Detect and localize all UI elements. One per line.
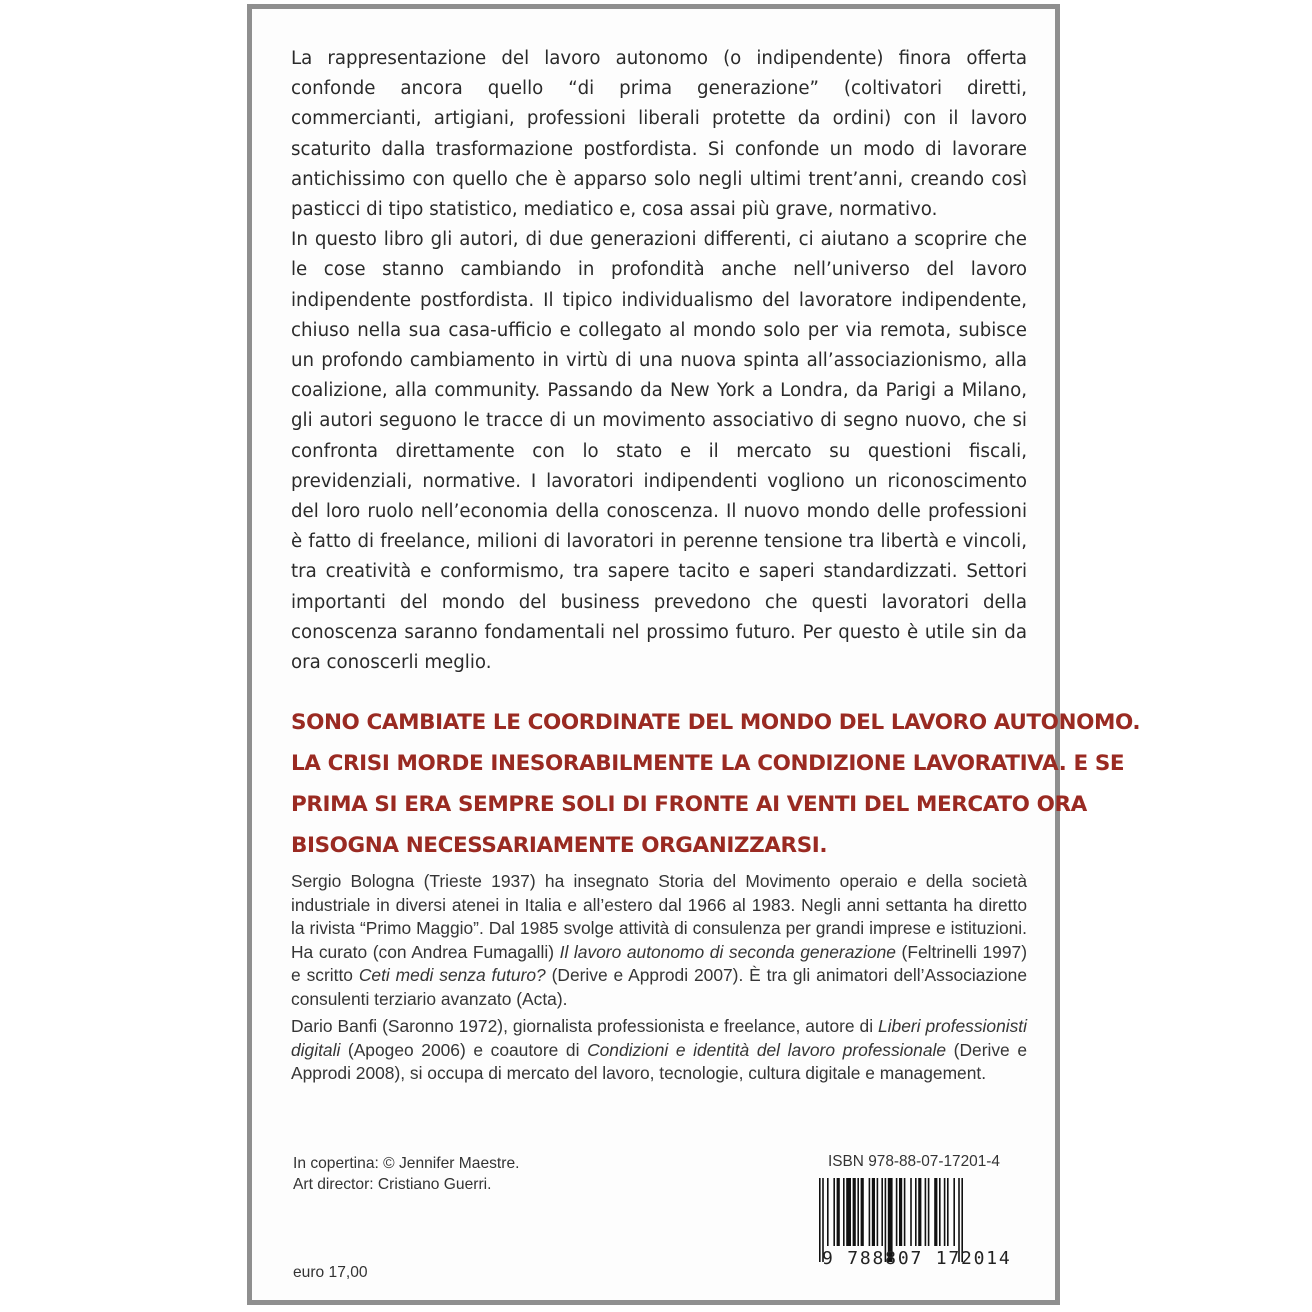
bio-banfi-title-2: Condizioni e identità del lavoro professionale xyxy=(587,1039,947,1060)
bio-bologna-part-3: (Derive e Approdi 2007). È tra gli animatori dell’Associazione consulenti terziario avanzato (Acta). xyxy=(291,965,1027,1009)
blurb-text xyxy=(291,44,1027,678)
bio-banfi-text xyxy=(291,1015,1027,1086)
bio-banfi-part-3: (Derive e Approdi 2008), si occupa di mercato del lavoro, tecnologie, cultura digitale e management. xyxy=(291,1039,1027,1083)
bio-banfi-part-1: Dario Banfi (Saronno 1972), giornalista professionista e freelance, autore di xyxy=(291,1016,879,1036)
isbn-label: ISBN 978-88-07-17201-4 xyxy=(828,1153,1000,1170)
bio-bologna-part-1: Sergio Bologna (Trieste 1937) ha insegnato Storia del Movimento operaio e della società industriale in diversi atenei in Italia e all’estero dal 1966 al 1983. Negli anni settanta ha diretto la rivista “Primo Maggio”. Dal 1985 svolge attività di consulenza per grandi imprese e istituzioni. Ha curato (con Andrea Fumagalli) xyxy=(291,871,1027,962)
tagline-line-2: LA CRISI MORDE INESORABILMENTE LA CONDIZIONE LAVORATIVA. E SE xyxy=(291,751,1125,776)
bio-bologna-title-1: Il lavoro autonomo di seconda generazione xyxy=(559,941,896,962)
cover-credit: In copertina: © Jennifer Maestre. xyxy=(293,1155,520,1172)
bio-bologna-title-2: Ceti medi senza futuro? xyxy=(358,965,546,985)
tagline-line-3: PRIMA SI ERA SEMPRE SOLI DI FRONTE AI VENTI DEL MERCATO ORA xyxy=(291,792,1087,817)
blurb-paragraph-2: In questo libro gli autori, di due generazioni differenti, ci aiutano a scoprire che le cose stanno cambiando in profondità anche nell’universo del lavoro indipendente postfordista. Il tipico individualismo del lavoratore indipendente, chiuso nella sua casa-ufficio e collegato al mondo solo per via remota, subisce un profondo cambiamento in virtù di una nuova spinta all’associazionismo, alla coalizione, alla community. Passando da New York a Londra, da Parigi a Milano, gli autori seguono le tracce di un movimento associativo di segno nuovo, che si confronta direttamente con lo stato e il mercato su questioni fiscali, previdenziali, normative. I lavoratori indipendenti vogliono un riconoscimento del loro ruolo nell’economia della conoscenza. Il nuovo mondo delle professioni è fatto di freelance, milioni di lavoratori in perenne tensione tra libertà e vincoli, tra creatività e conformismo, tra sapere tacito e saperi standardizzati. Settori importanti del mondo del business prevedono che questi lavoratori della conoscenza saranno fondamentali nel prossimo futuro. Per questo è utile sin da ora conoscerli meglio. xyxy=(291,229,1027,674)
bio-banfi-part-2: (Apogeo 2006) e coautore di xyxy=(340,1039,588,1060)
bio-bologna-text xyxy=(291,870,1027,1011)
cover-credits xyxy=(293,1153,519,1195)
art-director-credit: Art director: Cristiano Guerri. xyxy=(293,1176,492,1193)
author-bio-bologna xyxy=(291,870,1027,1011)
tagline-line-4: BISOGNA NECESSARIAMENTE ORGANIZZARSI. xyxy=(291,833,828,858)
bio-bologna-part-2: (Feltrinelli 1997) e scritto xyxy=(291,941,1027,985)
price-label: euro 17,00 xyxy=(293,1264,368,1281)
bio-banfi-title-1: Liberi professionisti digitali xyxy=(291,1016,1027,1060)
author-bio-banfi xyxy=(291,1015,1027,1086)
barcode-digits: 9 788807 172014 xyxy=(822,1248,1012,1269)
blurb-paragraph-1: La rappresentazione del lavoro autonomo (o indipendente) finora offerta confonde ancora quello “di prima generazione” (coltivatori diretti, commercianti, artigiani, professioni liberali protette da ordini) con il lavoro scaturito dalla trasformazione postfordista. Si confonde un modo di lavorare antichissimo con quello che è apparso solo negli ultimi trent’anni, creando così pasticci di tipo statistico, mediatico e, cosa assai più grave, normativo. xyxy=(291,48,1027,221)
tagline-line-1: SONO CAMBIATE LE COORDINATE DEL MONDO DEL LAVORO AUTONOMO. xyxy=(291,710,1141,735)
tagline xyxy=(291,702,1141,866)
